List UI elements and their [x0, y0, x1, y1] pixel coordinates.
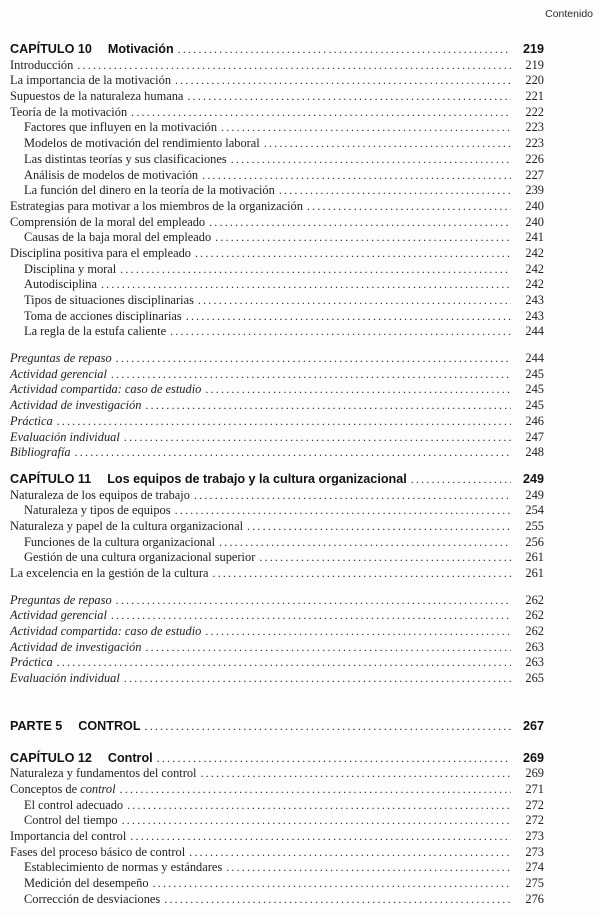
toc-entry-title: Gestión de una cultura organizacional superior: [24, 550, 256, 565]
toc-entry-text: [24, 293, 194, 309]
toc-row: [10, 430, 544, 446]
toc-page-number: 243: [525, 308, 544, 323]
leader-dots: [215, 230, 511, 246]
toc-row: [10, 309, 544, 325]
leader-dots: [124, 430, 511, 446]
toc-entry-text: [10, 766, 196, 782]
toc-entry-title: Disciplina positiva para el empleado: [10, 245, 191, 260]
leader-dots: [205, 624, 511, 640]
toc-entry-title: Naturaleza y fundamentos del control: [10, 766, 197, 781]
toc-entry-title: Fases del proceso básico de control: [10, 844, 186, 859]
toc-entry-text: [10, 640, 141, 656]
leader-dots: [175, 503, 511, 519]
toc-row: [10, 624, 544, 640]
toc-entry-title: Comprensión de la moral del empleado: [10, 214, 206, 229]
leader-dots: [198, 293, 511, 309]
toc-page-number: 243: [525, 293, 544, 307]
toc-entry-text: [10, 73, 171, 89]
toc-page-number: 272: [525, 813, 544, 828]
toc-entry-text: [10, 215, 205, 231]
toc-page-number: 273: [525, 828, 544, 843]
toc-entry-text: [10, 472, 407, 488]
toc-entry-title: Conceptos de: [10, 781, 81, 796]
toc-page-number: 247: [525, 429, 544, 444]
toc-entry-title: Actividad de investigación: [10, 398, 142, 413]
leader-dots: [130, 829, 511, 845]
toc-entry-text: [10, 671, 120, 687]
toc-entry-title: Evaluación individual: [10, 429, 120, 444]
toc-entry-title: Control del tiempo: [24, 813, 118, 828]
toc-entry-title: Preguntas de repaso: [10, 592, 112, 607]
toc-entry-text: [10, 246, 191, 262]
toc-entry-text: [24, 813, 118, 829]
toc-page-number: 255: [525, 518, 544, 533]
leader-dots: [247, 519, 511, 535]
leader-dots: [77, 58, 511, 74]
toc-page-number: 244: [525, 324, 544, 339]
toc-entry-title: Motivación: [107, 42, 174, 56]
toc-entry-title: Naturaleza y papel de la cultura organizacional: [10, 518, 244, 533]
toc-row: [10, 105, 544, 121]
leader-dots: [120, 782, 511, 798]
toc-entry-title: Actividad compartida: caso de estudio: [10, 382, 202, 397]
toc-entry-text: [24, 535, 215, 551]
toc-page-number: 262: [525, 608, 544, 623]
toc-page-number: 240: [525, 198, 544, 213]
toc-page-number: 223: [525, 136, 544, 151]
toc-entry-title: Importancia del control: [10, 828, 127, 843]
toc-page-number: 269: [525, 766, 544, 781]
toc-entry-title: Análisis de modelos de motivación: [24, 167, 199, 182]
toc-row: [10, 829, 544, 845]
toc-row: [10, 230, 544, 246]
toc-page-number: 254: [525, 503, 544, 518]
toc-row: [10, 89, 544, 105]
toc-entry-text: [24, 183, 275, 199]
toc-row: [10, 813, 544, 829]
toc-row: [10, 860, 544, 876]
leader-dots: [194, 488, 511, 504]
toc-entry-text: [24, 892, 160, 908]
toc-row: [10, 876, 544, 892]
leader-dots: [57, 414, 511, 430]
toc-page-number: 223: [525, 120, 544, 135]
toc-entry-title: Disciplina y moral: [24, 261, 117, 276]
toc-page-number: 240: [525, 214, 544, 229]
toc-entry-text: [24, 876, 149, 892]
toc-entry-text: [10, 367, 107, 383]
toc-row: [10, 608, 544, 624]
toc-entry-text: [10, 593, 112, 609]
toc-entry-title: CONTROL: [78, 718, 141, 733]
toc-page-number: 248: [525, 445, 544, 460]
toc-page-number: 246: [525, 413, 544, 428]
toc-row: [10, 671, 544, 687]
toc-entry-text: [10, 382, 201, 398]
toc-entry-text: [10, 845, 185, 861]
toc-entry-text: [10, 430, 120, 446]
toc-row: [10, 845, 544, 861]
toc-row: [10, 472, 544, 488]
leader-dots: [124, 671, 511, 687]
toc-entry-title: Evaluación individual: [10, 671, 120, 686]
toc-entry-title: Actividad gerencial: [10, 608, 107, 623]
toc-entry-text: [10, 445, 71, 461]
leader-dots: [175, 73, 511, 89]
leader-dots: [111, 608, 511, 624]
toc-row: [10, 892, 544, 908]
leader-dots: [205, 382, 511, 398]
toc-page-number: 226: [525, 151, 544, 166]
toc-row: [10, 58, 544, 74]
toc-page-number: 249: [522, 471, 544, 486]
toc-row: [10, 782, 544, 798]
toc-entry-text: [10, 829, 126, 845]
toc-row: [10, 766, 544, 782]
toc-page-number: 244: [525, 351, 544, 366]
toc-entry-text: [10, 58, 73, 74]
toc-entry-title: Causas de la baja moral del empleado: [24, 230, 212, 245]
toc-page-number: 263: [525, 639, 544, 654]
toc-row: [10, 798, 544, 814]
toc-row: [10, 719, 544, 735]
leader-dots: [219, 535, 511, 551]
toc-row: [10, 655, 544, 671]
toc-row: [10, 293, 544, 309]
toc-entry-text: [10, 719, 141, 735]
toc-entry-title: Actividad gerencial: [10, 366, 107, 381]
toc-page-number: 275: [525, 876, 544, 890]
leader-dots: [122, 813, 511, 829]
toc-row: [10, 550, 544, 566]
toc-row: [10, 246, 544, 262]
leader-dots: [145, 398, 511, 414]
toc-entry-label: CAPÍTULO 11: [10, 471, 92, 486]
toc-entry-text: [10, 488, 190, 504]
leader-dots: [202, 168, 511, 184]
toc-row: [10, 215, 544, 231]
toc-page-number: 245: [525, 382, 544, 397]
toc-row: [10, 351, 544, 367]
toc-entry-text: [24, 550, 255, 566]
toc-entry-title-emphasis: control: [80, 781, 116, 796]
toc-entry-label: PARTE 5: [10, 718, 63, 733]
toc-entry-text: [10, 566, 209, 582]
toc-page-number: 262: [525, 592, 544, 607]
leader-dots: [279, 183, 511, 199]
toc-entry-text: [10, 655, 53, 671]
toc-entry-title: Funciones de la cultura organizacional: [24, 534, 216, 549]
toc-page-number: 273: [525, 844, 544, 859]
toc-page-number: 262: [525, 624, 544, 639]
toc-row: [10, 751, 544, 767]
toc-row: [10, 640, 544, 656]
toc-entry-title: Estrategias para motivar a los miembros de la organización: [10, 198, 303, 213]
toc-entry-title: La función del dinero en la teoría de la motivación: [24, 183, 275, 198]
leader-dots: [153, 876, 511, 892]
toc-page-number: 276: [525, 891, 544, 906]
toc-entry-title: Teoría de la motivación: [10, 104, 128, 119]
toc-page-number: 271: [525, 781, 544, 796]
toc-entry-text: [10, 751, 153, 767]
toc-entry-text: [24, 120, 217, 136]
toc-entry-title: La importancia de la motivación: [10, 73, 172, 88]
toc-entry-text: [24, 152, 227, 168]
toc-page-number: 221: [525, 89, 544, 104]
leader-dots: [259, 550, 511, 566]
toc-row: [10, 593, 544, 609]
leader-dots: [187, 89, 511, 105]
leader-dots: [221, 120, 511, 136]
toc-row: [10, 535, 544, 551]
leader-dots: [57, 655, 511, 671]
toc-entry-title: Los equipos de trabajo y la cultura organizacional: [107, 471, 407, 486]
toc-entry-text: [10, 42, 174, 58]
toc-entry-title: Introducción: [10, 57, 74, 72]
toc-entry-label: CAPÍTULO 12: [10, 750, 92, 765]
toc-page-number: 261: [525, 550, 544, 565]
leader-dots: [127, 798, 511, 814]
leader-dots: [307, 199, 511, 215]
leader-dots: [231, 152, 511, 168]
toc-row: [10, 414, 544, 430]
leader-dots: [145, 719, 511, 735]
toc-entry-text: [24, 860, 222, 876]
toc-entry-title: Naturaleza de los equipos de trabajo: [10, 487, 190, 502]
leader-dots: [116, 593, 511, 609]
toc-page-number: 249: [525, 487, 544, 502]
toc-entry-title: Autodisciplina: [24, 277, 97, 292]
toc-row: [10, 277, 544, 293]
toc-entry-title: Preguntas de repaso: [10, 351, 112, 366]
toc-page-number: 241: [525, 230, 544, 245]
toc-page-number: 219: [522, 42, 544, 56]
toc-entry-text: [10, 89, 183, 105]
toc-entry-text: [10, 105, 127, 121]
toc-row: [10, 168, 544, 184]
toc-row: [10, 382, 544, 398]
toc-entry-title: Control: [107, 750, 153, 765]
toc-entry-text: [24, 136, 260, 152]
toc-entry-title: Modelos de motivación del rendimiento laboral: [24, 136, 260, 151]
toc-entry-title: Tipos de situaciones disciplinarias: [24, 293, 194, 307]
leader-dots: [213, 566, 512, 582]
toc-entry-text: [10, 351, 112, 367]
toc-entry-title: El control adecuado: [24, 797, 124, 812]
leader-dots: [209, 215, 511, 231]
toc-entry-title: Toma de acciones disciplinarias: [24, 308, 182, 323]
toc-entry-text: [10, 519, 243, 535]
toc-row: [10, 73, 544, 89]
toc-entry-title: Medición del desempeño: [24, 876, 149, 890]
toc-entry-title: Naturaleza y tipos de equipos: [24, 503, 171, 518]
toc-entry-text: [10, 608, 107, 624]
toc-entry-title: Práctica: [10, 413, 53, 428]
toc-entry-text: [10, 398, 141, 414]
toc-page-number: 239: [525, 183, 544, 198]
toc-row: [10, 199, 544, 215]
toc-entry-text: [24, 503, 171, 519]
toc-page-number: 245: [525, 398, 544, 413]
toc-page-number: 274: [525, 860, 544, 875]
toc-row: [10, 519, 544, 535]
toc-entry-title: Las distintas teorías y sus clasificaciones: [24, 151, 227, 166]
table-of-contents: [10, 42, 544, 907]
toc-entry-text: [10, 624, 201, 640]
toc-entry-text: [24, 277, 97, 293]
toc-entry-title: Práctica: [10, 655, 53, 670]
toc-row: [10, 488, 544, 504]
toc-row: [10, 136, 544, 152]
toc-entry-text: [24, 168, 198, 184]
toc-row: [10, 503, 544, 519]
leader-dots: [116, 351, 511, 367]
toc-page-number: 272: [525, 797, 544, 812]
toc-page-number: 227: [525, 167, 544, 182]
leader-dots: [75, 445, 511, 461]
leader-dots: [264, 136, 511, 152]
toc-entry-text: [24, 262, 116, 278]
toc-page-number: 242: [525, 245, 544, 260]
toc-entry-title: Corrección de desviaciones: [24, 891, 161, 906]
toc-entry-title: Bibliografía: [10, 445, 71, 460]
leader-dots: [200, 766, 511, 782]
toc-row: [10, 324, 544, 340]
leader-dots: [226, 860, 511, 876]
toc-entry-title: Factores que influyen en la motivación: [24, 120, 218, 135]
toc-row: [10, 262, 544, 278]
leader-dots: [101, 277, 511, 293]
toc-page-number: 267: [522, 718, 544, 733]
toc-page-number: 269: [522, 750, 544, 765]
toc-page-number: 256: [525, 534, 544, 549]
leader-dots: [178, 42, 511, 58]
toc-page-number: 219: [525, 57, 544, 72]
toc-entry-label: CAPÍTULO 10: [10, 42, 92, 56]
toc-page-number: 220: [525, 73, 544, 88]
toc-entry-title: La regla de la estufa caliente: [24, 324, 167, 339]
toc-entry-title: Actividad compartida: caso de estudio: [10, 624, 202, 639]
toc-page-number: 261: [525, 566, 544, 580]
toc-entry-title: Establecimiento de normas y estándares: [24, 860, 223, 875]
leader-dots: [170, 324, 511, 340]
toc-row: [10, 42, 544, 58]
toc-row: [10, 566, 544, 582]
toc-row: [10, 183, 544, 199]
page-header-contenido: Contenido: [545, 8, 593, 20]
toc-row: [10, 398, 544, 414]
leader-dots: [189, 845, 511, 861]
toc-page-number: 222: [525, 104, 544, 119]
leader-dots: [111, 367, 511, 383]
leader-dots: [157, 751, 511, 767]
leader-dots: [195, 246, 511, 262]
toc-page-number: 263: [525, 655, 544, 670]
toc-entry-text: [24, 798, 123, 814]
toc-row: [10, 367, 544, 383]
toc-entry-title: Actividad de investigación: [10, 639, 142, 654]
toc-entry-text: [24, 309, 182, 325]
leader-dots: [131, 105, 511, 121]
leader-dots: [164, 892, 511, 908]
leader-dots: [120, 262, 511, 278]
leader-dots: [145, 640, 511, 656]
toc-row: [10, 152, 544, 168]
toc-entry-text: [10, 199, 303, 215]
toc-page-number: 245: [525, 366, 544, 381]
toc-row: [10, 120, 544, 136]
toc-entry-text: [24, 230, 211, 246]
toc-entry-title: La excelencia en la gestión de la cultura: [10, 566, 209, 580]
toc-page-number: 242: [525, 261, 544, 276]
toc-entry-text: [10, 782, 116, 798]
toc-entry-text: [10, 414, 53, 430]
leader-dots: [186, 309, 511, 325]
toc-page-number: 265: [525, 671, 544, 686]
toc-entry-text: [24, 324, 166, 340]
toc-page-number: 242: [525, 277, 544, 292]
toc-entry-title: Supuestos de la naturaleza humana: [10, 89, 184, 104]
leader-dots: [411, 472, 511, 488]
toc-row: [10, 445, 544, 461]
